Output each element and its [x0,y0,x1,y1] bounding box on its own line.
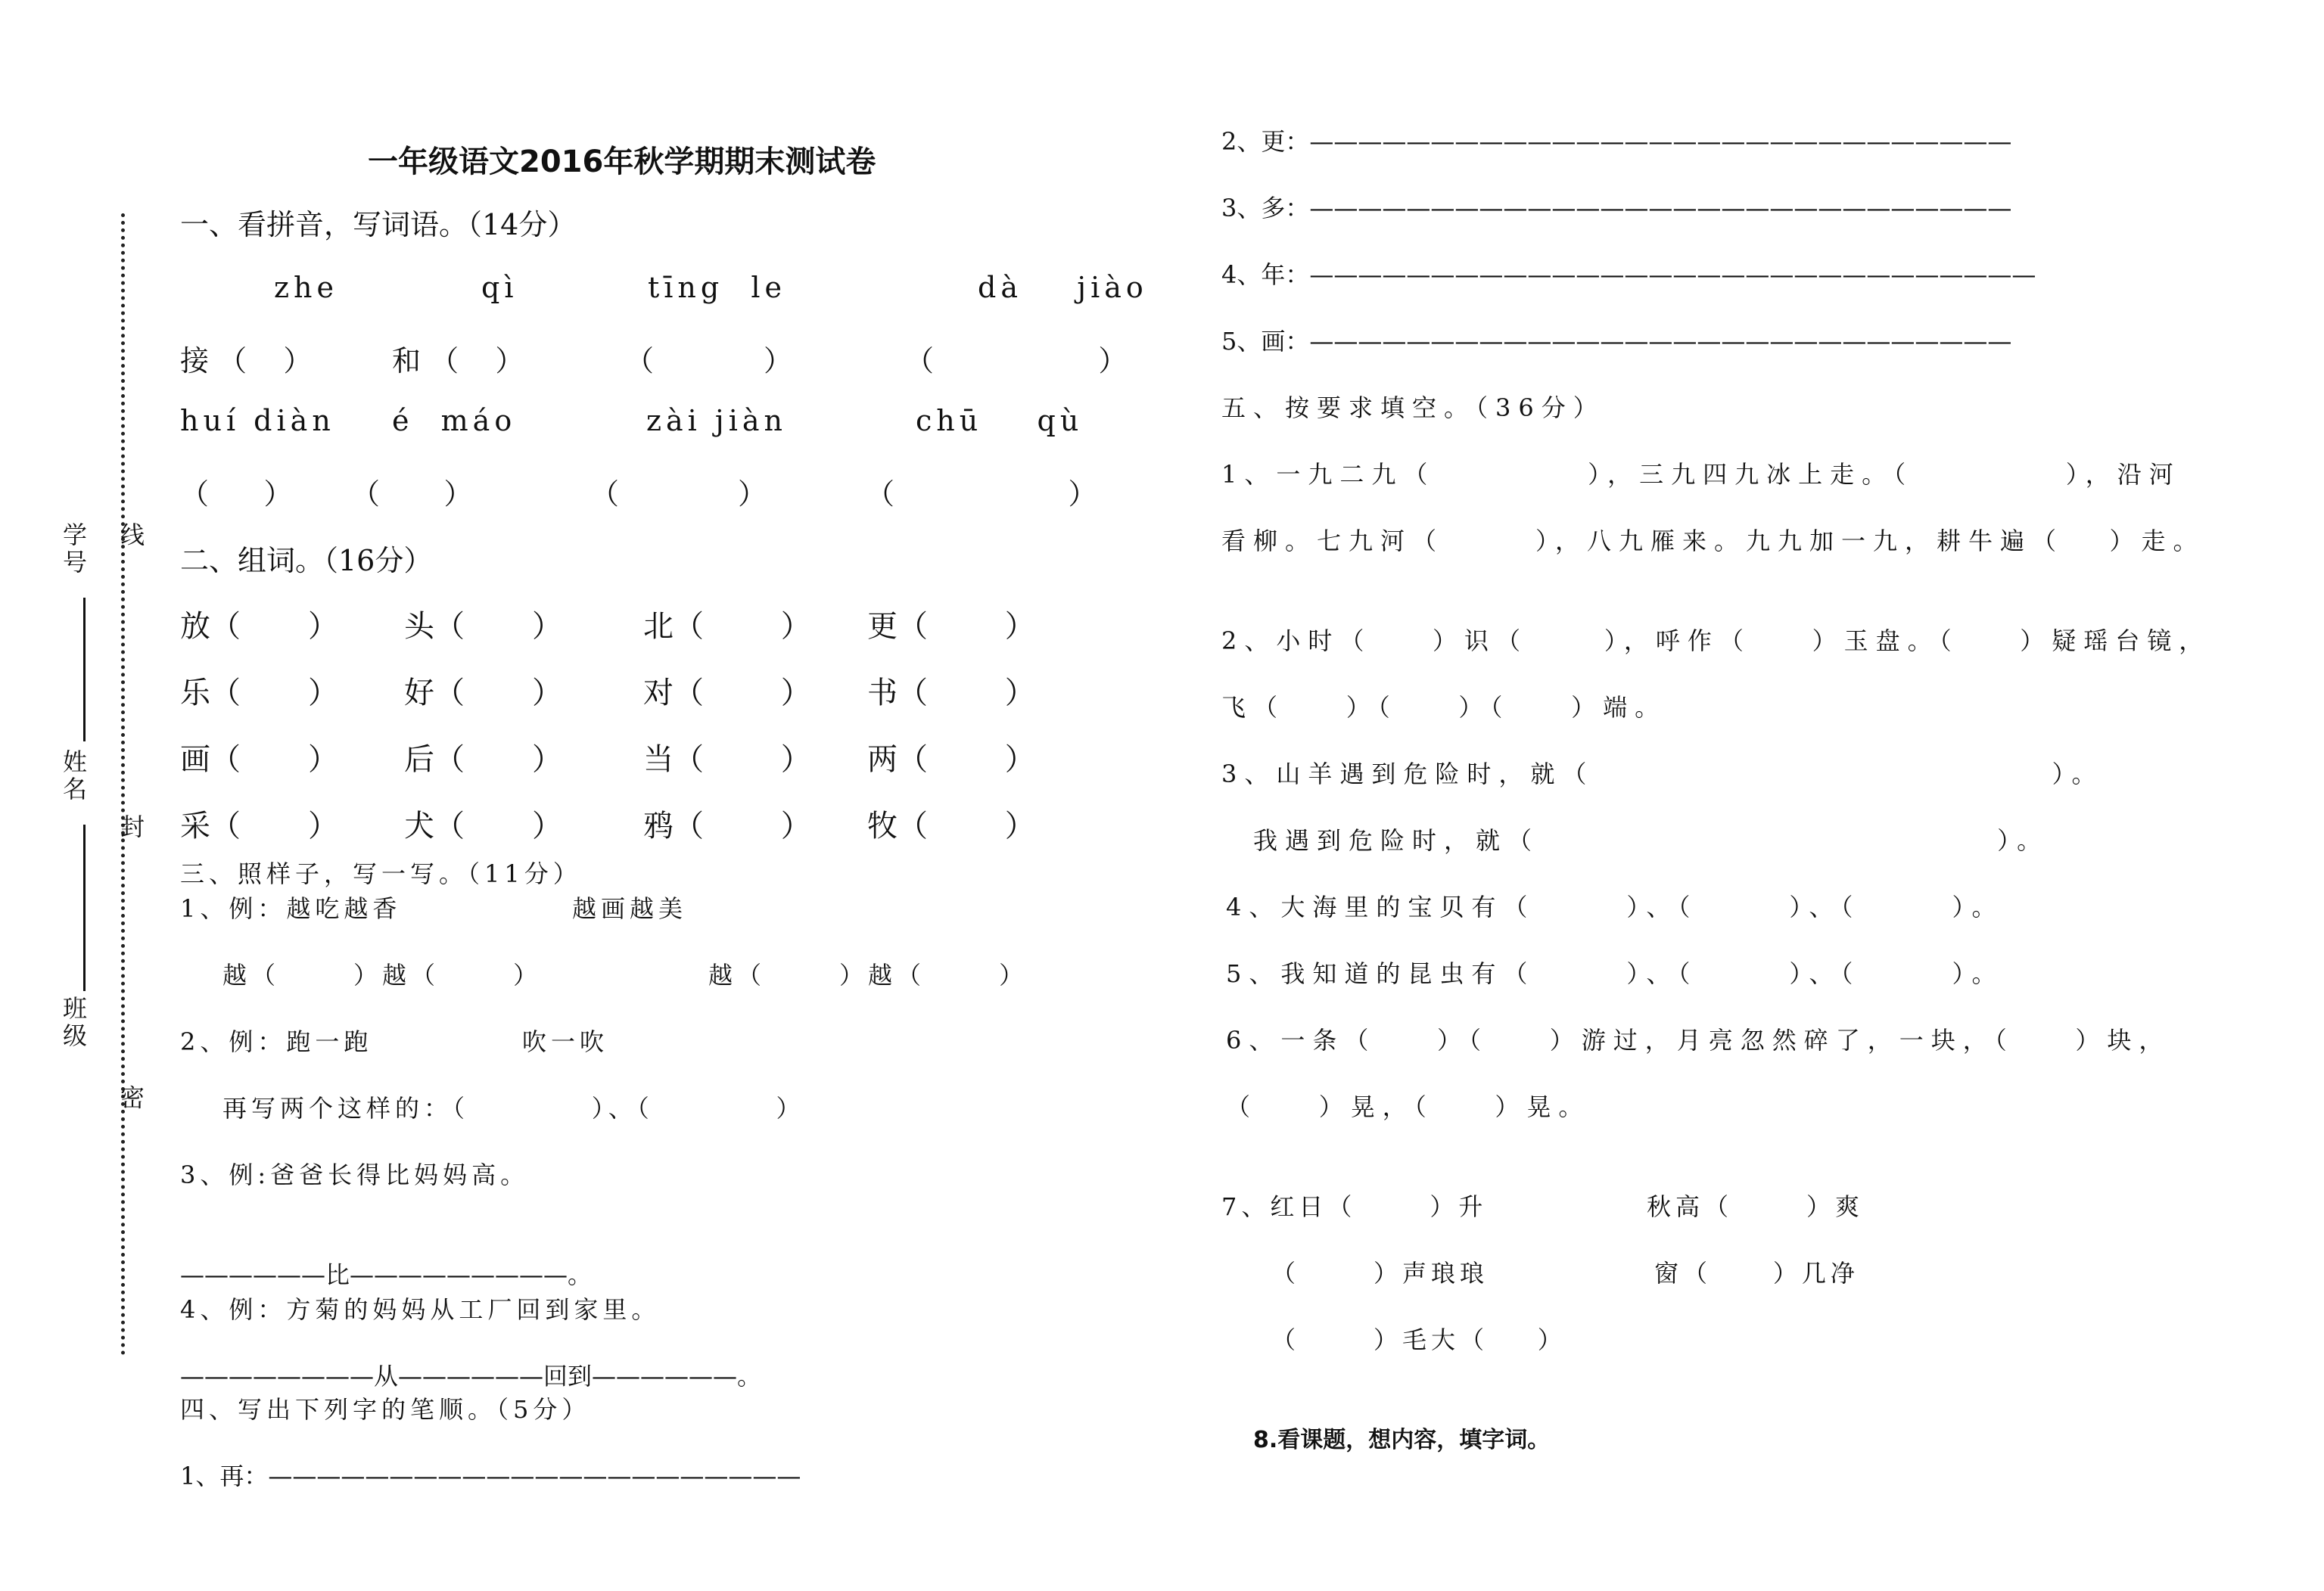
student-no-label: 学号 [59,522,88,576]
s5-q7-r2b: 窗（ ）几净 [1654,1259,1859,1288]
s3-ex4: 4、例：方菊的妈妈从工厂回到家里。 [180,1295,661,1324]
zuci-4-3: 鸦（ ） [643,809,811,844]
s5-q5: 5、我知道的昆虫有（ ）、（ ）、（ ）。 [1226,959,2004,988]
answer-6: （ ） [351,477,473,511]
s3-ex1: 1、例：越吃越香 [180,894,402,923]
zuci-2-2: 好（ ） [404,676,563,710]
s3-ex1b: 越画越美 [572,894,688,923]
s5-q2a: 2、小时（ ）识（ ），呼作（ ）玉盘。（ ）疑瑶台镜， [1221,626,2211,655]
s5-q2b: 飞（ ）（ ）（ ）端。 [1221,693,1667,722]
pinyin-2: qì [481,271,518,304]
zuci-4-2: 犬（ ） [404,809,563,844]
s3-ex4-ans: ————————从——————回到——————。 [180,1362,762,1391]
s5-q7-r1b: 秋高（ ）爽 [1647,1192,1865,1221]
s5-q1b: 看柳。七九河（ ），八九雁来。九九加一九，耕牛遍（ ）走。 [1221,527,2205,555]
pinyin-8: chū qù [916,404,1084,437]
s5-q6a: 6、一条（ ）（ ）游过，月亮忽然碎了，一块，（ ）块， [1226,1026,2171,1055]
answer-7: （ ） [590,477,767,511]
zuci-1-2: 头（ ） [404,609,563,644]
answer-8: （ ） [866,477,1097,511]
seal-char-secret: 密 [117,1085,145,1112]
pinyin-4: dà jiào [978,271,1148,304]
s4-q1: 1、再：—————————————————————— [180,1462,801,1490]
s3-ex3: 3、例:爸爸长得比妈妈高。 [180,1161,530,1189]
s5-q3a: 3、山羊遇到危险时，就（ ）。 [1221,760,2104,788]
zuci-2-3: 对（ ） [643,676,811,710]
s1-heading: 一、看拼音，写词语。（14分） [180,208,577,241]
binding-dotted-line [121,213,125,1356]
answer-3: （ ） [625,344,792,378]
zuci-1-3: 北（ ） [643,609,811,644]
s3-ex3-ans: ——————比—————————。 [180,1260,593,1289]
s4-q4: 4、年：—————————————————————————————— [1221,260,2036,289]
zuci-3-1: 画（ ） [180,742,339,777]
student-no-line [83,598,86,741]
s5-q7-r1a: 7、红日（ ）升 [1221,1192,1488,1221]
answer-1: 接 （ ） [180,344,313,378]
page-title: 一年级语文2016年秋学期期末测试卷 [368,144,876,179]
s5-q3b: 我遇到危险时，就（ ）。 [1253,826,2049,855]
zuci-1-4: 更（ ） [867,609,1035,644]
answer-4: （ ） [905,344,1128,378]
s3-heading: 三、照样子，写一写。（11分） [180,859,582,888]
class-label: 班级 [59,996,88,1050]
pinyin-5: huí diàn [180,404,335,437]
zuci-3-3: 当（ ） [643,742,811,777]
name-line [83,825,86,991]
pinyin-6: é máo [392,404,517,437]
zuci-1-1: 放（ ） [180,609,339,644]
seal-char-line: 线 [117,522,145,549]
zuci-3-2: 后（ ） [404,742,563,777]
answer-2: 和 （ ） [392,344,524,378]
s4-q5: 5、画：————————————————————————————— [1221,327,2012,356]
s5-heading: 五、按要求填空。（36分） [1221,393,1605,422]
pinyin-3: tīng le [648,271,787,304]
s3-ex1-ans1: 越（ ）越（ ） [222,961,543,990]
zuci-3-4: 两（ ） [867,742,1035,777]
s2-heading: 二、组词。（16分） [180,544,433,577]
name-label: 姓名 [59,749,88,803]
s5-q7-r2a: （ ）声琅琅 [1271,1259,1489,1288]
s4-heading: 四、写出下列字的笔顺。（5分） [180,1395,591,1424]
s4-q3: 3、多：————————————————————————————— [1221,194,2012,222]
s5-q7-r3a: （ ）毛大（ ） [1271,1325,1566,1354]
s5-q4: 4、大海里的宝贝有（ ）、（ ）、（ ）。 [1226,893,2004,921]
seal-char-seal: 封 [117,814,145,841]
zuci-2-1: 乐（ ） [180,676,339,710]
pinyin-1: zhe [274,271,338,304]
zuci-4-4: 牧（ ） [867,809,1035,844]
answer-5: （ ） [180,477,293,511]
s3-ex2: 2、例：跑一跑 [180,1027,373,1056]
s5-q8: 8.看课题，想内容，填字词。 [1253,1427,1551,1453]
zuci-2-4: 书（ ） [867,676,1035,710]
s5-q1a: 1、一九二九（ ），三九四九冰上走。（ ），沿河 [1221,460,2181,489]
s3-ex2-ans: 再写两个这样的：（ ）、（ ） [222,1094,805,1123]
s3-ex2b: 吹一吹 [522,1027,609,1056]
s3-ex1-ans2: 越（ ）越（ ） [708,961,1028,990]
s5-q6b: （ ）晃，（ ）晃。 [1226,1092,1591,1121]
pinyin-7: zài jiàn [646,404,787,437]
s4-q2: 2、更：————————————————————————————— [1221,127,2012,156]
zuci-4-1: 采（ ） [180,809,339,844]
